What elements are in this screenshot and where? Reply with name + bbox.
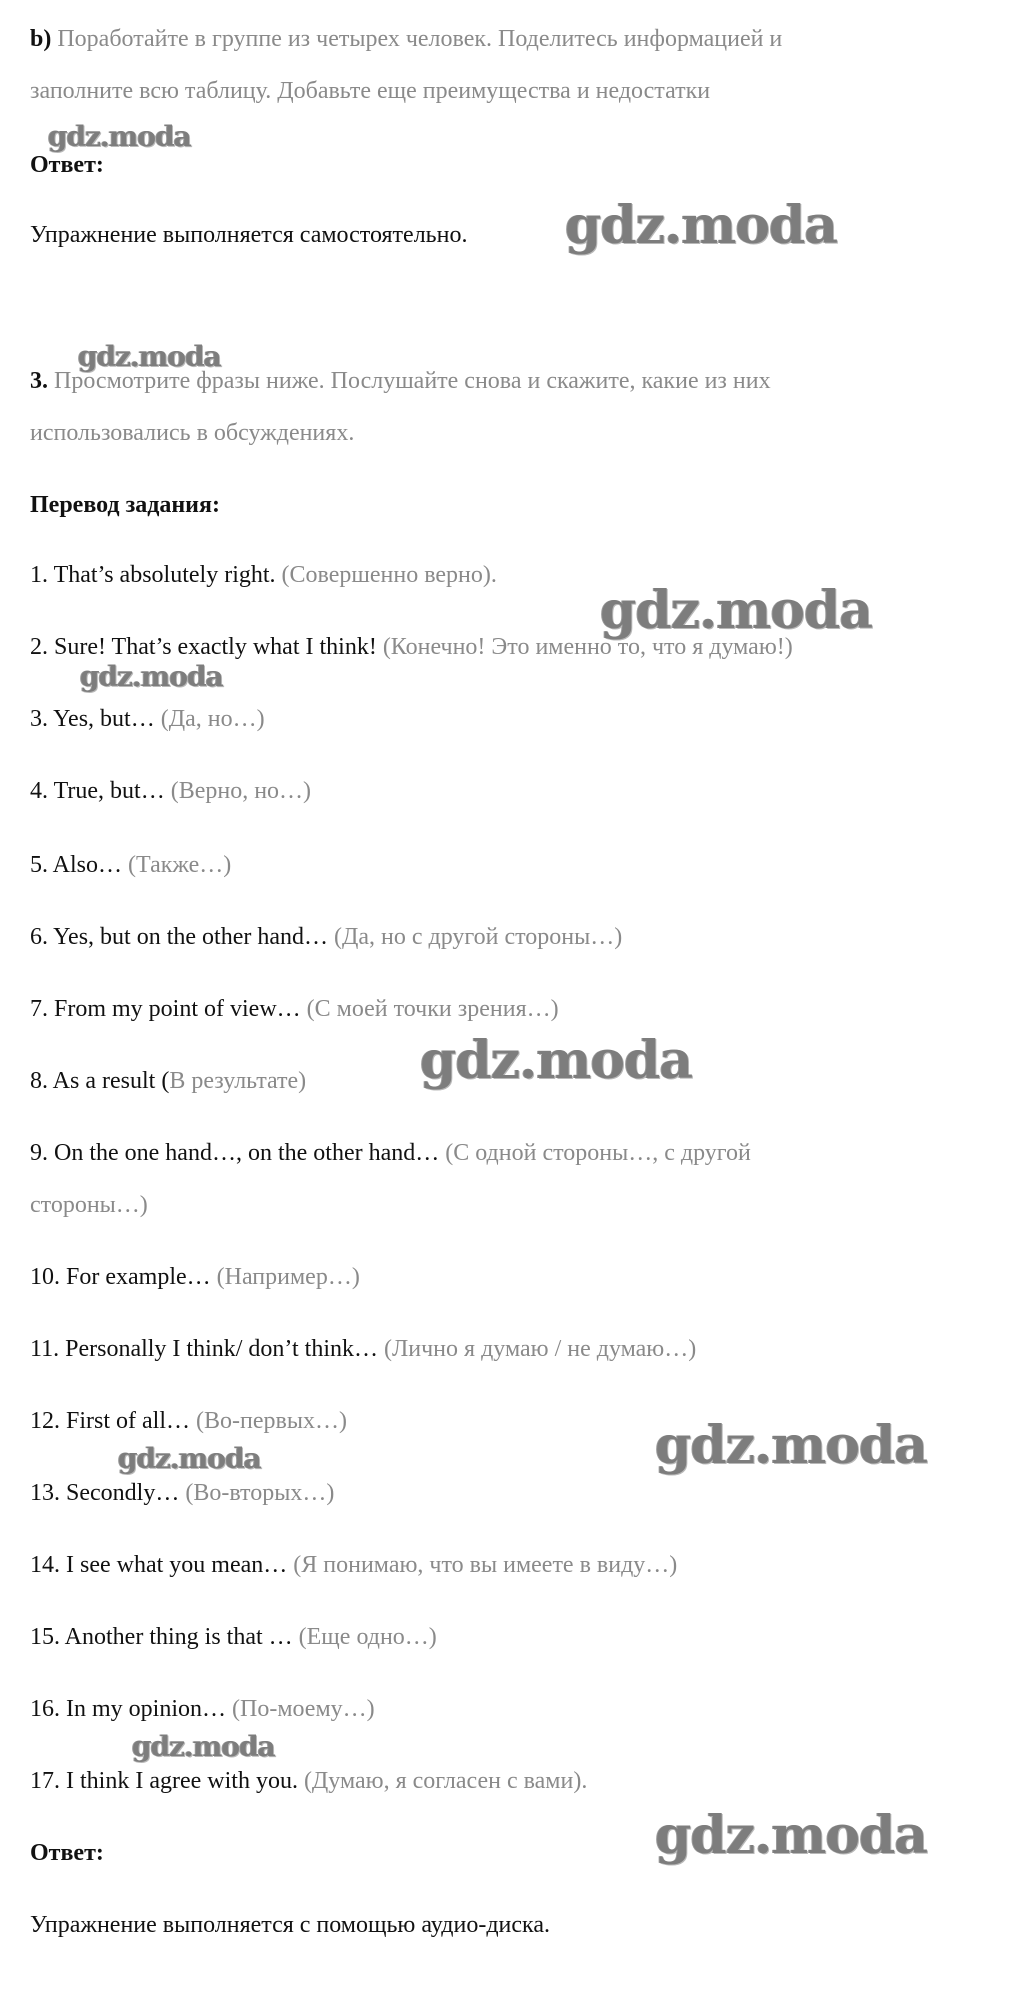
answer-text-2: Упражнение выполняется с помощью аудио-диска.	[30, 1912, 550, 1938]
phrase-ru: (С моей точки зрения…)	[306, 996, 559, 1022]
phrase-ru: (По-моему…)	[232, 1696, 375, 1722]
phrase-item	[30, 776, 311, 806]
phrase-en: 4. True, but…	[30, 778, 165, 804]
task-b-line-1	[30, 24, 782, 54]
task-3-number: 3.	[30, 368, 48, 394]
phrase-en: 9. On the one hand…, on the other hand…	[30, 1140, 440, 1166]
phrase-item	[30, 560, 497, 590]
phrase-ru: (Например…)	[216, 1264, 360, 1290]
phrase-item	[30, 1694, 375, 1724]
phrase-item	[30, 1066, 306, 1096]
watermark-logo: gdz.moda	[80, 660, 223, 693]
phrase-item	[30, 1334, 696, 1364]
task-3-text-1: Просмотрите фразы ниже. Послушайте снова и скажите, какие из них	[54, 368, 771, 394]
phrase-ru: (Я понимаю, что вы имеете в виду…)	[293, 1552, 678, 1578]
task-3-text-2: использовались в обсуждениях.	[30, 420, 355, 446]
phrase-en: 10. For example…	[30, 1264, 211, 1290]
watermark-logo: gdz.moda	[420, 1030, 693, 1091]
phrase-item	[30, 1550, 677, 1580]
phrase-ru: (Конечно! Это именно то, что я думаю!)	[382, 634, 793, 660]
watermark-logo: gdz.moda	[600, 580, 873, 641]
phrase-ru: В результате)	[169, 1068, 307, 1094]
phrase-en: 1. That’s absolutely right.	[30, 562, 276, 588]
phrase-ru: (Еще одно…)	[298, 1624, 437, 1650]
phrase-ru: (Совершенно верно).	[281, 562, 497, 588]
phrase-item	[30, 1138, 751, 1168]
watermark-logo: gdz.moda	[132, 1730, 275, 1763]
phrase-item	[30, 1406, 347, 1436]
phrase-item	[30, 1478, 334, 1508]
watermark-logo: gdz.moda	[655, 1415, 928, 1476]
phrase-item	[30, 994, 559, 1024]
phrase-ru: (Во-вторых…)	[185, 1480, 335, 1506]
translation-heading: Перевод задания:	[30, 492, 220, 518]
phrase-item	[30, 704, 265, 734]
task-b-text-1: Поработайте в группе из четырех человек. Поделитесь информацией и	[57, 26, 783, 52]
phrase-en: 8. As a result (	[30, 1068, 170, 1094]
phrase-ru: (Верно, но…)	[170, 778, 312, 804]
phrase-en: 7. From my point of view…	[30, 996, 301, 1022]
watermark-logo: gdz.moda	[48, 120, 191, 153]
watermark-logo: gdz.moda	[118, 1442, 261, 1475]
task-b-label: b)	[30, 26, 52, 52]
phrase-item	[30, 1262, 360, 1292]
phrase-en: 2. Sure! That’s exactly what I think!	[30, 634, 377, 660]
phrase-en: 13. Secondly…	[30, 1480, 180, 1506]
phrase-item	[30, 1766, 587, 1796]
phrase-en: 12. First of all…	[30, 1408, 190, 1434]
phrase-en: 15. Another thing is that …	[30, 1624, 293, 1650]
phrase-en: 5. Also…	[30, 852, 123, 878]
phrase-ru: (Лично я думаю / не думаю…)	[384, 1336, 697, 1362]
phrase-en: 6. Yes, but on the other hand…	[30, 924, 328, 950]
phrase-item	[30, 922, 622, 952]
phrase-item	[30, 1622, 437, 1652]
phrase-en: 11. Personally I think/ don’t think…	[30, 1336, 378, 1362]
answer-heading-1: Ответ:	[30, 152, 104, 178]
answer-heading-2: Ответ:	[30, 1840, 104, 1866]
phrase-ru-continued: стороны…)	[30, 1192, 148, 1218]
task-b-text-2: заполните всю таблицу. Добавьте еще преимущества и недостатки	[30, 78, 711, 104]
phrase-ru: (Также…)	[128, 852, 232, 878]
watermark-logo: gdz.moda	[565, 195, 838, 256]
phrase-en: 16. In my opinion…	[30, 1696, 226, 1722]
phrase-ru: (Во-первых…)	[196, 1408, 347, 1434]
watermark-logo: gdz.moda	[78, 340, 221, 373]
answer-text-1: Упражнение выполняется самостоятельно.	[30, 222, 468, 248]
phrase-ru: (Да, но с другой стороны…)	[333, 924, 623, 950]
phrase-ru: (С одной стороны…, с другой	[445, 1140, 751, 1166]
phrase-item	[30, 850, 231, 880]
phrase-en: 3. Yes, but…	[30, 706, 155, 732]
phrase-en: 17. I think I agree with you.	[30, 1768, 298, 1794]
phrase-ru: (Да, но…)	[160, 706, 265, 732]
phrase-ru: (Думаю, я согласен с вами).	[303, 1768, 588, 1794]
watermark-logo: gdz.moda	[655, 1805, 928, 1866]
phrase-en: 14. I see what you mean…	[30, 1552, 288, 1578]
